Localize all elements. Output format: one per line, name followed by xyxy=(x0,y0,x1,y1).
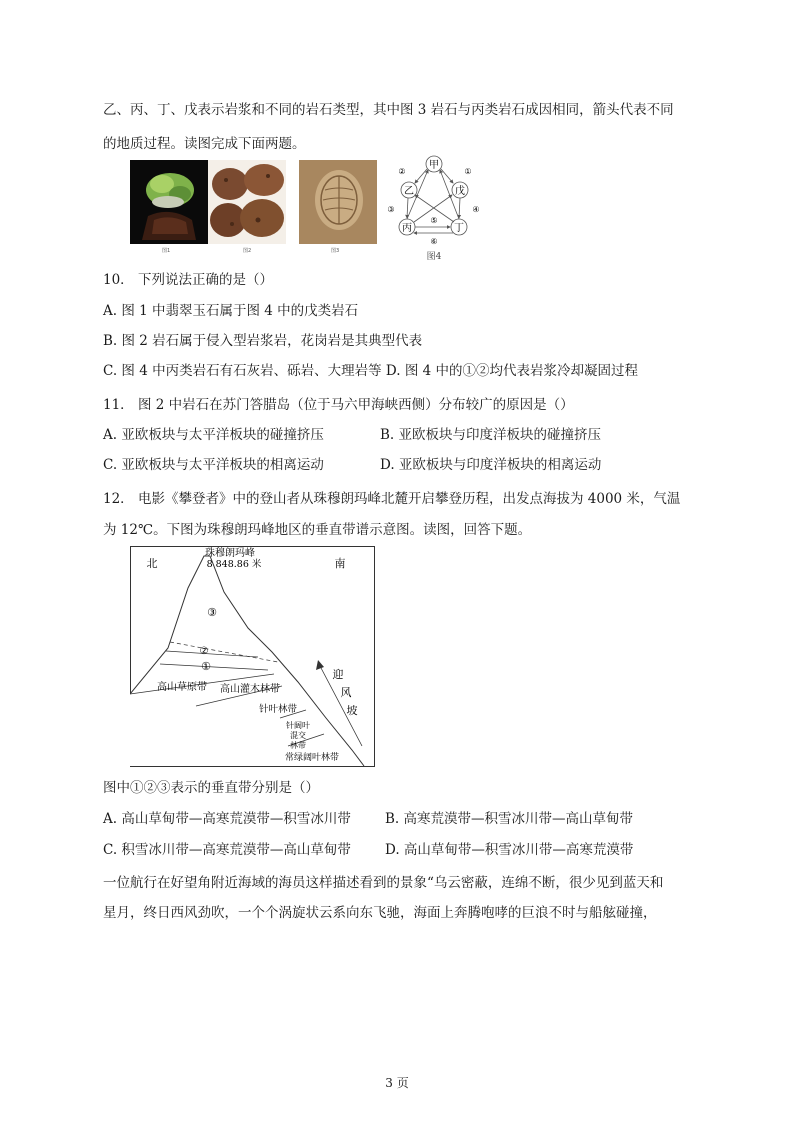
svg-text:风: 风 xyxy=(340,686,352,699)
svg-text:针叶林带: 针叶林带 xyxy=(258,704,298,715)
svg-text:8 848.86 米: 8 848.86 米 xyxy=(206,559,262,570)
figure-1-jade-photo xyxy=(130,160,208,244)
svg-text:坡: 坡 xyxy=(346,704,358,717)
mountain-zonation-diagram xyxy=(130,546,376,768)
svg-text:常绿阔叶林带: 常绿阔叶林带 xyxy=(284,753,340,763)
svg-text:⑥: ⑥ xyxy=(430,237,438,246)
svg-text:②: ② xyxy=(398,167,406,176)
rock-cycle-diagram xyxy=(384,152,484,262)
svg-text:①: ① xyxy=(464,167,472,176)
figure-2-caption: 图2 xyxy=(243,248,252,254)
figure-2-rock-photo xyxy=(208,160,286,244)
q12-question: 图中①②③表示的垂直带分别是（） xyxy=(103,780,319,796)
q10-stem: 10． 下列说法正确的是（） xyxy=(103,272,273,288)
svg-text:针阔叶: 针阔叶 xyxy=(286,721,310,730)
figure-3-fossil-photo xyxy=(299,160,377,244)
q10-option-a: A. 图 1 中翡翠玉石属于图 4 中的戊类岩石 xyxy=(103,303,359,319)
q11-option-b: B. 亚欧板块与印度洋板块的碰撞挤压 xyxy=(380,427,602,443)
q11-option-d: D. 亚欧板块与印度洋板块的相离运动 xyxy=(380,457,602,473)
svg-text:④: ④ xyxy=(472,205,480,214)
svg-text:戊: 戊 xyxy=(455,186,465,197)
q11-option-c: C. 亚欧板块与太平洋板块的相离运动 xyxy=(103,457,324,473)
svg-text:珠穆朗玛峰: 珠穆朗玛峰 xyxy=(205,548,255,559)
svg-text:林带: 林带 xyxy=(290,741,306,750)
figure-3-caption: 图3 xyxy=(331,248,340,254)
passage-line-2: 星月，终日西风劲吹，一个个涡旋状云系向东飞驰，海面上奔腾咆哮的巨浪不时与船舷碰撞， xyxy=(103,905,657,921)
svg-text:高山草原带: 高山草原带 xyxy=(157,682,207,693)
svg-text:①: ① xyxy=(201,660,211,673)
passage-line-1: 一位航行在好望角附近海域的海员这样描述看到的景象“乌云密蔽，连绵不断，很少见到蓝天和 xyxy=(103,875,664,891)
q12-option-b: B. 高寒荒漠带—积雪冰川带—高山草甸带 xyxy=(385,811,634,827)
q12-option-d: D. 高山草甸带—积雪冰川带—高寒荒漠带 xyxy=(385,842,634,858)
q12-stem-2: 为 12℃。下图为珠穆朗玛峰地区的垂直带谱示意图。读图，回答下题。 xyxy=(103,522,532,538)
intro-line-1: 乙、丙、丁、戊表示岩浆和不同的岩石类型，其中图 3 岩石与丙类岩石成因相同，箭头代表不同 xyxy=(103,102,674,118)
svg-text:⑤: ⑤ xyxy=(430,216,438,225)
q11-stem: 11． 图 2 中岩石在苏门答腊岛（位于马六甲海峡西侧）分布较广的原因是（） xyxy=(103,397,574,413)
q12-stem-1: 12． 电影《攀登者》中的登山者从珠穆朗玛峰北麓开启攀登历程，出发点海拔为 4000 米，气温 xyxy=(103,491,681,507)
svg-text:混交: 混交 xyxy=(290,731,306,740)
svg-text:迎: 迎 xyxy=(332,668,344,681)
svg-text:丁: 丁 xyxy=(454,223,464,234)
intro-line-2: 的地质过程。读图完成下面两题。 xyxy=(103,136,306,152)
svg-text:乙: 乙 xyxy=(404,186,414,197)
q10-option-c-d: C. 图 4 中丙类岩石有石灰岩、砾岩、大理岩等 D. 图 4 中的①②均代表岩浆冷却凝固过程 xyxy=(103,363,638,379)
q11-option-a: A. 亚欧板块与太平洋板块的碰撞挤压 xyxy=(103,427,324,443)
q12-option-a: A. 高山草甸带—高寒荒漠带—积雪冰川带 xyxy=(103,811,351,827)
svg-text:甲: 甲 xyxy=(429,160,439,171)
figure-1-caption: 图1 xyxy=(162,248,171,254)
page-number: 3 页 xyxy=(385,1076,409,1090)
q12-option-c: C. 积雪冰川带—高寒荒漠带—高山草甸带 xyxy=(103,842,351,858)
svg-text:②: ② xyxy=(199,646,209,657)
svg-text:高山灌木林带: 高山灌木林带 xyxy=(220,684,280,695)
svg-text:③: ③ xyxy=(207,606,217,619)
svg-text:北: 北 xyxy=(146,557,158,570)
svg-text:丙: 丙 xyxy=(402,223,412,234)
svg-text:③: ③ xyxy=(387,205,395,214)
q10-option-b: B. 图 2 岩石属于侵入型岩浆岩，花岗岩是其典型代表 xyxy=(103,333,423,349)
svg-text:南: 南 xyxy=(334,557,346,570)
svg-text:图4: 图4 xyxy=(426,252,442,262)
